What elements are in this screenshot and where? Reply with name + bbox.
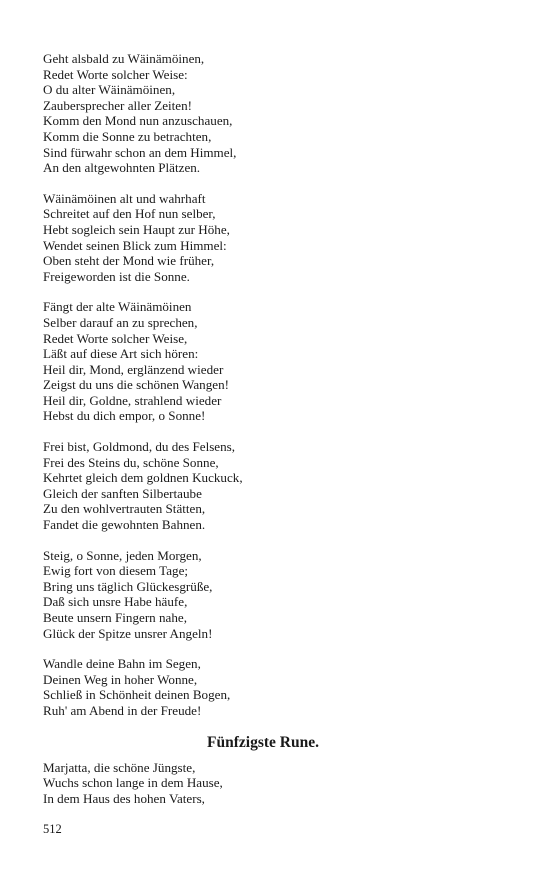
verse-line: Komm die Sonne zu betrachten, — [43, 128, 212, 144]
verse-line: Ewig fort von diesem Tage; — [43, 563, 189, 579]
verse-line: An den altgewohnten Plätzen. — [43, 160, 201, 176]
stanza-5 — [43, 548, 513, 642]
page-body — [43, 51, 513, 821]
verse-line: Bring uns täglich Glückesgrüße, — [43, 578, 213, 594]
verse-line: Zaubersprecher aller Zeiten! — [43, 97, 193, 113]
verse-line: Daß sich unsre Habe häufe, — [43, 594, 188, 610]
verse-line: Marjatta, die schöne Jüngste, — [43, 759, 196, 775]
verse-line: Gleich der sanften Silbertaube — [43, 485, 202, 501]
verse-line: Wäinämöinen alt und wahrhaft — [43, 190, 206, 206]
verse-line: Heil dir, Mond, erglänzend wieder — [43, 361, 224, 377]
verse-line: Sind fürwahr schon an dem Himmel, — [43, 144, 237, 160]
verse-line: Redet Worte solcher Weise: — [43, 66, 188, 82]
verse-line: Wendet seinen Blick zum Himmel: — [43, 237, 227, 253]
verse-line: Zeigst du uns die schönen Wangen! — [43, 377, 229, 393]
verse-line: Selber darauf an zu sprechen, — [43, 314, 198, 330]
stanza-after-heading — [43, 760, 513, 807]
stanza-2 — [43, 191, 513, 285]
verse-line: Geht alsbald zu Wäinämöinen, — [43, 51, 205, 66]
verse-line: O du alter Wäinämöinen, — [43, 82, 176, 98]
verse-line: Frei bist, Goldmond, du des Felsens, — [43, 439, 236, 455]
verse-line: Heil dir, Goldne, strahlend wieder — [43, 392, 222, 408]
verse-line: Frei des Steins du, schöne Sonne, — [43, 454, 219, 470]
verse-line: Oben steht der Mond wie früher, — [43, 253, 215, 269]
page-number: 512 — [43, 822, 62, 836]
verse-line: Fängt der alte Wäinämöinen — [43, 299, 192, 315]
verse-line: Läßt auf diese Art sich hören: — [43, 346, 199, 362]
verse-line: In dem Haus des hohen Vaters, — [43, 790, 205, 806]
verse-line: Deinen Weg in hoher Wonne, — [43, 671, 198, 687]
verse-line: Wandle deine Bahn im Segen, — [43, 656, 201, 672]
verse-line: Schreitet auf den Hof nun selber, — [43, 206, 216, 222]
verse-line: Komm den Mond nun anzuschauen, — [43, 113, 233, 129]
verse-line: Freigeworden ist die Sonne. — [43, 268, 190, 284]
verse-line: Wuchs schon lange in dem Hause, — [43, 775, 223, 791]
verse-line: Schließ in Schönheit deinen Bogen, — [43, 687, 231, 703]
stanza-1 — [43, 51, 513, 176]
verse-line: Zu den wohlvertrauten Stätten, — [43, 501, 206, 517]
verse-line: Redet Worte solcher Weise, — [43, 330, 188, 346]
verse-line: Ruh' am Abend in der Freude! — [43, 702, 202, 718]
stanza-4 — [43, 439, 513, 533]
stanza-3 — [43, 299, 513, 424]
verse-line: Beute unsern Fingern nahe, — [43, 610, 187, 625]
verse-line: Fandet die gewohnten Bahnen. — [43, 517, 206, 533]
verse-line: Glück der Spitze unsrer Angeln! — [43, 625, 213, 641]
verse-line: Hebst du dich empor, o Sonne! — [43, 408, 206, 424]
rune-heading: Fünfzigste Rune. — [207, 733, 319, 751]
verse-line: Hebt sogleich sein Haupt zur Höhe, — [43, 221, 230, 237]
stanza-6 — [43, 656, 513, 718]
verse-line: Steig, o Sonne, jeden Morgen, — [43, 547, 202, 563]
verse-line: Kehrtet gleich dem goldnen Kuckuck, — [43, 470, 243, 486]
